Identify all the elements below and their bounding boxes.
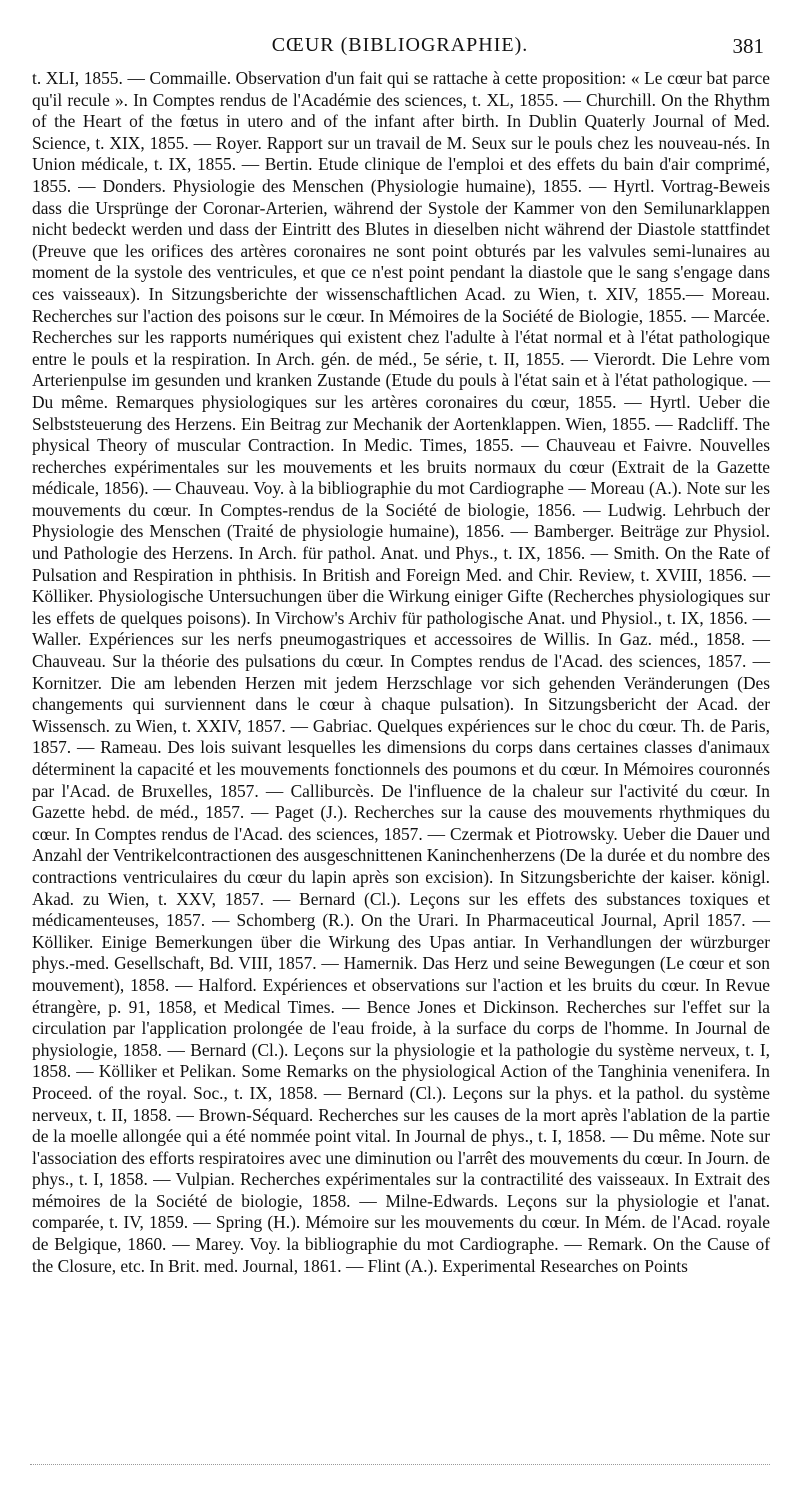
running-title: CŒUR (BIBLIOGRAPHIE). xyxy=(271,34,529,56)
bibliography-text xyxy=(32,68,770,1277)
page-header xyxy=(30,34,770,64)
bibliography-paragraph: t. XLI, 1855. — Commaille. Observation d'un fait qui se rattache à cette proposition: « Le cœur bat parce qu'il recule ». In Comptes rendus de l'Académie des sciences, t. XL, 1855. — Churchill. On the Rhythm of the Heart of the fœtus in utero and of the infant after birth. In Dublin Quaterly Journal of Med. Science, t. XIX, 1855. — Royer. Rapport sur un travail de M. Seux sur le pouls chez les nouveau-nés. In Union médicale, t. IX, 1855. — Bertin. Etude clinique de l'emploi et des effets du bain d'air comprimé, 1855. — Donders. Physiologie des Menschen (Physiologie humaine), 1855. — Hyrtl. Vortrag-Beweis dass die Ursprünge der Coronar-Arterien, während der Systole der Kammer von den Semilunarklappen nicht bedeckt werden und dass der Eintritt des Blutes in dieselben nicht während der Diastole stattfindet (Preuve que les orifices des artères coronaires ne sont point obturés par les valvules semi-lunaires au moment de la systole des ventricules, et que ce n'est point pendant la diastole que le sang s'engage dans ces vaisseaux). In Sitzungsberichte der wissenschaftlichen Acad. zu Wien, t. XIV, 1855.— Moreau. Recherches sur l'action des poisons sur le cœur. In Mémoires de la Société de Biologie, 1855. — Marcée. Recherches sur les rapports numériques qui existent chez l'adulte à l'état normal et à l'état pathologique entre le pouls et la respiration. In Arch. gén. de méd., 5e série, t. II, 1855. — Vierordt. Die Lehre vom Arterienpulse im gesunden und kranken Zustande (Etude du pouls à l'état sain et à l'état pathologique. — Du même. Remarques physiologiques sur les artères coronaires du cœur, 1855. — Hyrtl. Ueber die Selbststeuerung des Herzens. Ein Beitrag zur Mechanik der Aortenklappen. Wien, 1855. — Radcliff. The physical Theory of muscular Contraction. In Medic. Times, 1855. — Chauveau et Faivre. Nouvelles recherches expérimentales sur les mouvements et les bruits normaux du cœur (Extrait de la Gazette médicale, 1856). — Chauveau. Voy. à la bibliographie du mot Cardiographe — Moreau (A.). Note sur les mouvements du cœur. In Comptes-rendus de la Société de biologie, 1856. — Ludwig. Lehrbuch der Physiologie des Menschen (Traité de physiologie humaine), 1856. — Bamberger. Beiträge zur Physiol. und Pathologie des Herzens. In Arch. für pathol. Anat. und Phys., t. IX, 1856. — Smith. On the Rate of Pulsation and Respiration in phthisis. In British and Foreign Med. and Chir. Review, t. XVIII, 1856. — Kölliker. Physiologische Untersuchungen über die Wirkung einiger Gifte (Recherches physiologiques sur les effets de quelques poisons). In Virchow's Archiv für pathologische Anat. und Physiol., t. IX, 1856. — Waller. Expériences sur les nerfs pneumogastriques et accessoires de Willis. In Gaz. méd., 1858. — Chauveau. Sur la théorie des pulsations du cœur. In Comptes rendus de l'Acad. des sciences, 1857. — Kornitzer. Die am lebenden Herzen mit jedem Herzschlage vor sich gehenden Veränderungen (Des changements qui surviennent dans le cœur à chaque pulsation). In Sitzungsbericht der Acad. der Wissensch. zu Wien, t. XXIV, 1857. — Gabriac. Quelques expériences sur le choc du cœur. Th. de Paris, 1857. — Rameau. Des lois suivant lesquelles les dimensions du corps dans certaines classes d'animaux déterminent la capacité et les mouvements fonctionnels des poumons et du cœur. In Mémoires couronnés par l'Acad. de Bruxelles, 1857. — Calliburcès. De l'influence de la chaleur sur l'activité du cœur. In Gazette hebd. de méd., 1857. — Paget (J.). Recherches sur la cause des mouvements rhythmiques du cœur. In Comptes rendus de l'Acad. des sciences, 1857. — Czermak et Piotrowsky. Ueber die Dauer und Anzahl der Ventrikelcontractionen des ausgeschnittenen Kaninchenherzens (De la durée et du nombre des contractions ventriculaires du cœur du lapin après son excision). In Sitzungsberichte der kaiser. königl. Akad. zu Wien, t. XXV, 1857. — Bernard (Cl.). Leçons sur les effets des substances toxiques et médicamenteuses, 1857. — Schomberg (R.). On the Urari. In Pharmaceutical Journal, April 1857. — Kölliker. Einige Bemerkungen über die Wirkung des Upas antiar. In Verhandlungen der würzburger phys.-med. Gesellschaft, Bd. VIII, 1857. — Hamernik. Das Herz und seine Bewegungen (Le cœur et son mouvement), 1858. — Halford. Expériences et observations sur l'action et les bruits du cœur. In Revue étrangère, p. 91, 1858, et Medical Times. — Bence Jones et Dickinson. Recherches sur l'effet sur la circulation par l'application prolongée de l'eau froide, à la surface du corps de l'homme. In Journal de physiologie, 1858. — Bernard (Cl.). Leçons sur la physiologie et la pathologie du système nerveux, t. I, 1858. — Kölliker et Pelikan. Some Remarks on the physiological Action of the Tanghinia venenifera. In Proceed. of the royal. Soc., t. IX, 1858. — Bernard (Cl.). Leçons sur la phys. et la pathol. du système nerveux, t. II, 1858. — Brown-Séquard. Recherches sur les causes de la mort après l'ablation de la partie de la moelle allongée qui a été nommée point vital. In Journal de phys., t. I, 1858. — Du même. Note sur l'association des efforts respiratoires avec une diminution ou l'arrêt des mouvements du cœur. In Journ. de phys., t. I, 1858. — Vulpian. Recherches expérimentales sur la contractilité des vaisseaux. In Extrait des mémoires de la Société de biologie, 1858. — Milne-Edwards. Leçons sur la physiologie et l'anat. comparée, t. IV, 1859. — Spring (H.). Mémoire sur les mouvements du cœur. In Mém. de l'Acad. royale de Belgique, 1860. — Marey. Voy. la bibliographie du mot Cardiographe. — Remark. On the Cause of the Closure, etc. In Brit. med. Journal, 1861. — Flint (A.). Experimental Researches on Points xyxy=(32,68,770,1276)
footer-divider xyxy=(30,1464,770,1465)
page-number: 381 xyxy=(732,34,764,58)
